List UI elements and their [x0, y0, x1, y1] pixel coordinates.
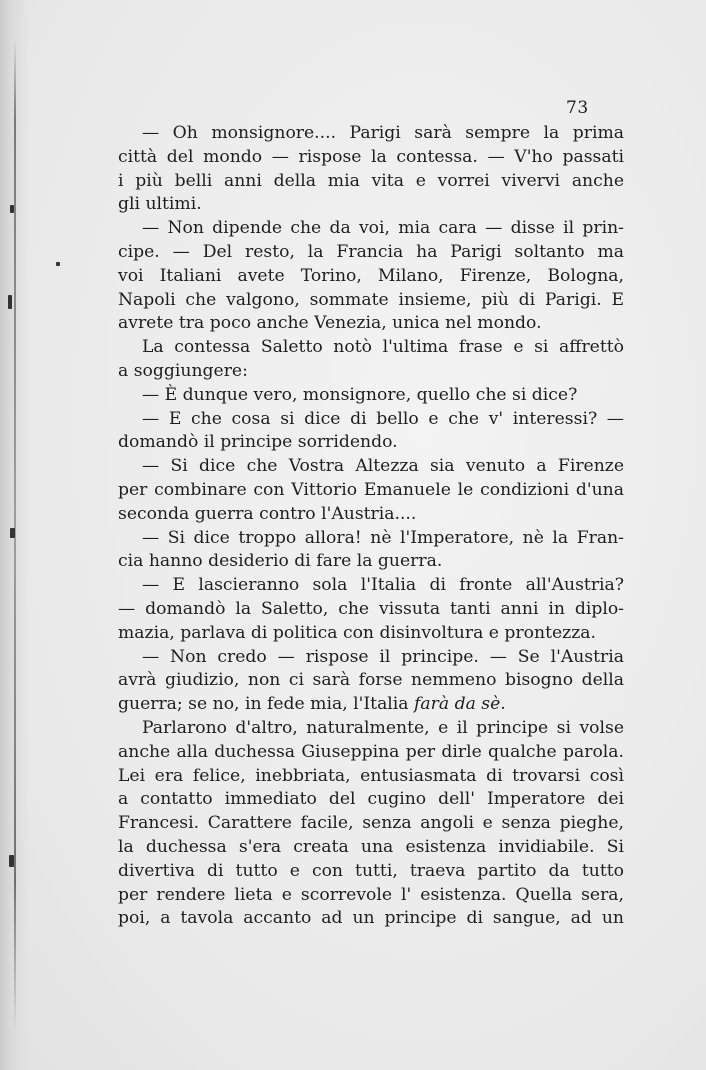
- margin-speck: [8, 295, 12, 309]
- text-line: [118, 622, 624, 646]
- text-line-content: poi, a tavola accanto ad un principe di sangue, ad un: [118, 908, 624, 929]
- text-line-content: avrete tra poco anche Venezia, unica nel mondo.: [118, 313, 542, 334]
- text-line-content: — Si dice che Vostra Altezza sia venuto a Firenze: [142, 456, 624, 477]
- text-line: [118, 550, 624, 574]
- text-line: [118, 455, 624, 479]
- text-line-content: Napoli che valgono, sommate insieme, più di Parigi. E: [118, 289, 624, 310]
- text-line: [118, 907, 624, 931]
- margin-speck: [10, 205, 14, 213]
- text-line-content: mazia, parlava di politica con disinvoltura e prontezza.: [118, 622, 596, 643]
- text-line: [118, 527, 624, 551]
- text-line: [118, 598, 624, 622]
- text-line-content: — Non credo — rispose il principe. — Se l'Austria: [142, 646, 624, 667]
- text-line: [118, 217, 624, 241]
- text-line: [118, 360, 624, 384]
- text-line: [118, 574, 624, 598]
- text-line-content: — E che cosa si dice di bello e che v' interessi? —: [142, 408, 624, 429]
- text-line-content: — È dunque vero, monsignore, quello che si dice?: [142, 384, 578, 405]
- text-line: [118, 860, 624, 884]
- text-line: [118, 384, 624, 408]
- text-line-content: cipe. — Del resto, la Francia ha Parigi soltanto ma: [118, 241, 624, 262]
- italic-phrase: farà da sè.: [414, 694, 506, 715]
- page-number: 73: [566, 98, 589, 118]
- text-line: [118, 431, 624, 455]
- text-line: [118, 646, 624, 670]
- text-line-content: — Non dipende che da voi, mia cara — disse il prin-: [142, 218, 624, 239]
- text-line-content: gli ultimi.: [118, 194, 202, 215]
- text-line: [118, 717, 624, 741]
- text-line-content: Lei era felice, inebbriata, entusiasmata di trovarsi così: [118, 765, 624, 786]
- margin-speck: [56, 262, 60, 266]
- text-line: [118, 146, 624, 170]
- text-line: [118, 884, 624, 908]
- text-line-content: — Si dice troppo allora! nè l'Imperatore, nè la Fran-: [142, 527, 624, 548]
- text-line-content: — domandò la Saletto, che vissuta tanti anni in diplo-: [118, 598, 624, 619]
- text-line-content: La contessa Saletto notò l'ultima frase e si affrettò: [142, 337, 624, 358]
- text-line: [118, 788, 624, 812]
- text-line: [118, 241, 624, 265]
- text-line: [118, 170, 624, 194]
- text-line-content: avrà giudizio, non ci sarà forse nemmeno bisogno della: [118, 670, 624, 691]
- text-line-content: domandò il principe sorridendo.: [118, 432, 398, 453]
- text-line: [118, 193, 624, 217]
- text-line-content: la duchessa s'era creata una esistenza invidiabile. Si: [118, 836, 624, 857]
- text-line-content: per combinare con Vittorio Emanuele le condizioni d'una: [118, 479, 624, 500]
- text-line-content: per rendere lieta e scorrevole l' esistenza. Quella sera,: [118, 884, 624, 905]
- text-line: [118, 336, 624, 360]
- text-line-content: città del mondo — rispose la contessa. — V'ho passati: [118, 146, 624, 167]
- margin-speck: [9, 855, 14, 867]
- text-line-content: seconda guerra contro l'Austria....: [118, 503, 417, 524]
- text-line-content: a contatto immediato del cugino dell' Imperatore dei: [118, 789, 624, 810]
- text-line: [118, 408, 624, 432]
- margin-speck: [10, 528, 15, 538]
- text-line-content: — Oh monsignore.... Parigi sarà sempre la prima: [142, 123, 624, 143]
- text-line: [118, 503, 624, 527]
- text-line: [118, 122, 624, 146]
- text-line: [118, 765, 624, 789]
- text-line-content: cia hanno desiderio di fare la guerra.: [118, 551, 443, 572]
- text-line: [118, 836, 624, 860]
- text-line-content: i più belli anni della mia vita e vorrei vivervi anche: [118, 170, 624, 191]
- body-text: [118, 122, 624, 931]
- text-line-content: — E lascieranno sola l'Italia di fronte all'Austria?: [142, 575, 624, 596]
- text-line-content: guerra; se no, in fede mia, l'Italia: [118, 694, 409, 715]
- text-line: [118, 812, 624, 836]
- text-line: [118, 312, 624, 336]
- text-line-content: Francesi. Carattere facile, senza angoli e senza pieghe,: [118, 813, 624, 834]
- text-line: [118, 741, 624, 765]
- text-line: [118, 289, 624, 313]
- text-line-content: anche alla duchessa Giuseppina per dirle qualche parola.: [118, 741, 624, 762]
- text-line-content: voi Italiani avete Torino, Milano, Firenze, Bologna,: [118, 265, 624, 286]
- text-line: [118, 265, 624, 289]
- text-line: [118, 479, 624, 503]
- text-line: [118, 669, 624, 693]
- text-line: [118, 693, 624, 717]
- text-line-content: divertiva di tutto e con tutti, traeva partito da tutto: [118, 860, 624, 881]
- text-line-content: a soggiungere:: [118, 360, 248, 381]
- text-line-content: Parlarono d'altro, naturalmente, e il principe si volse: [142, 717, 624, 738]
